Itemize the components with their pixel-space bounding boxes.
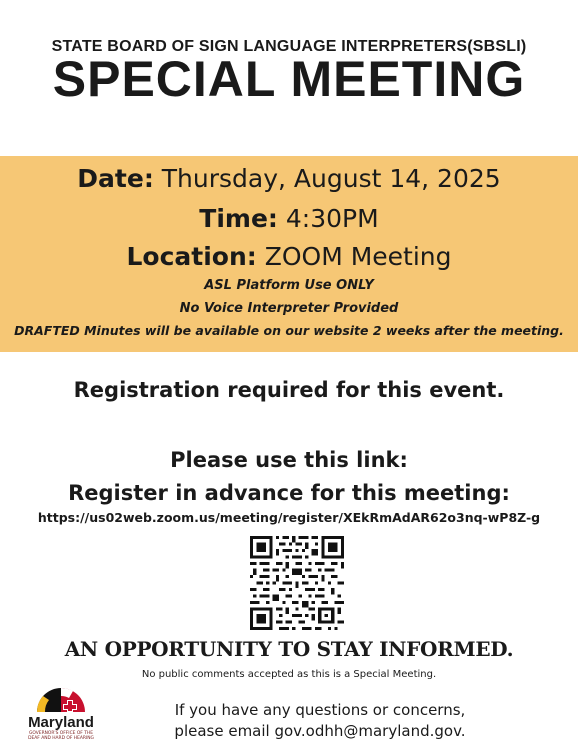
contact-info xyxy=(135,700,505,742)
registration-required: Registration required for this event. xyxy=(73,378,505,402)
logo-subtitle-line-2: DEAF AND HARD OF HEARING xyxy=(28,736,94,741)
location-label: Location: xyxy=(126,242,257,271)
interpreter-note: No Voice Interpreter Provided xyxy=(179,301,399,316)
logo-wordmark: Maryland xyxy=(28,714,94,731)
stay-informed-slogan: AN OPPORTUNITY TO STAY INFORMED. xyxy=(64,637,514,661)
minutes-note: DRAFTED Minutes will be available on our website 2 weeks after the meeting. xyxy=(14,323,564,338)
page-title: SPECIAL MEETING xyxy=(52,51,526,107)
time-label: Time: xyxy=(199,204,278,233)
registration-link[interactable]: https://us02web.zoom.us/meeting/register/XEkRmAdAR62o3nq-wP8Z-g xyxy=(37,510,541,525)
qr-code xyxy=(250,536,344,630)
meeting-details-band xyxy=(0,156,578,352)
contact-line-2[interactable]: please email gov.odhh@maryland.gov. xyxy=(174,722,466,740)
logo-subtitle xyxy=(14,731,108,741)
location-row xyxy=(0,242,578,271)
no-public-comments-note: No public comments accepted as this is a Special Meeting. xyxy=(141,669,437,680)
logo-subtitle-line-1: GOVERNOR'S OFFICE OF THE xyxy=(29,731,93,736)
time-value: 4:30PM xyxy=(285,204,379,233)
header-kicker: STATE BOARD OF SIGN LANGUAGE INTERPRETERS(SBSLI) xyxy=(51,38,527,55)
asl-note: ASL Platform Use ONLY xyxy=(204,278,374,293)
date-label: Date: xyxy=(77,164,154,193)
date-value: Thursday, August 14, 2025 xyxy=(161,164,501,193)
register-advance-heading: Register in advance for this meeting: xyxy=(68,481,510,505)
date-row xyxy=(0,164,578,193)
contact-line-1: If you have any questions or concerns, xyxy=(174,701,466,719)
time-row xyxy=(0,204,578,233)
use-link-heading: Please use this link: xyxy=(170,448,408,472)
location-value: ZOOM Meeting xyxy=(264,242,452,271)
